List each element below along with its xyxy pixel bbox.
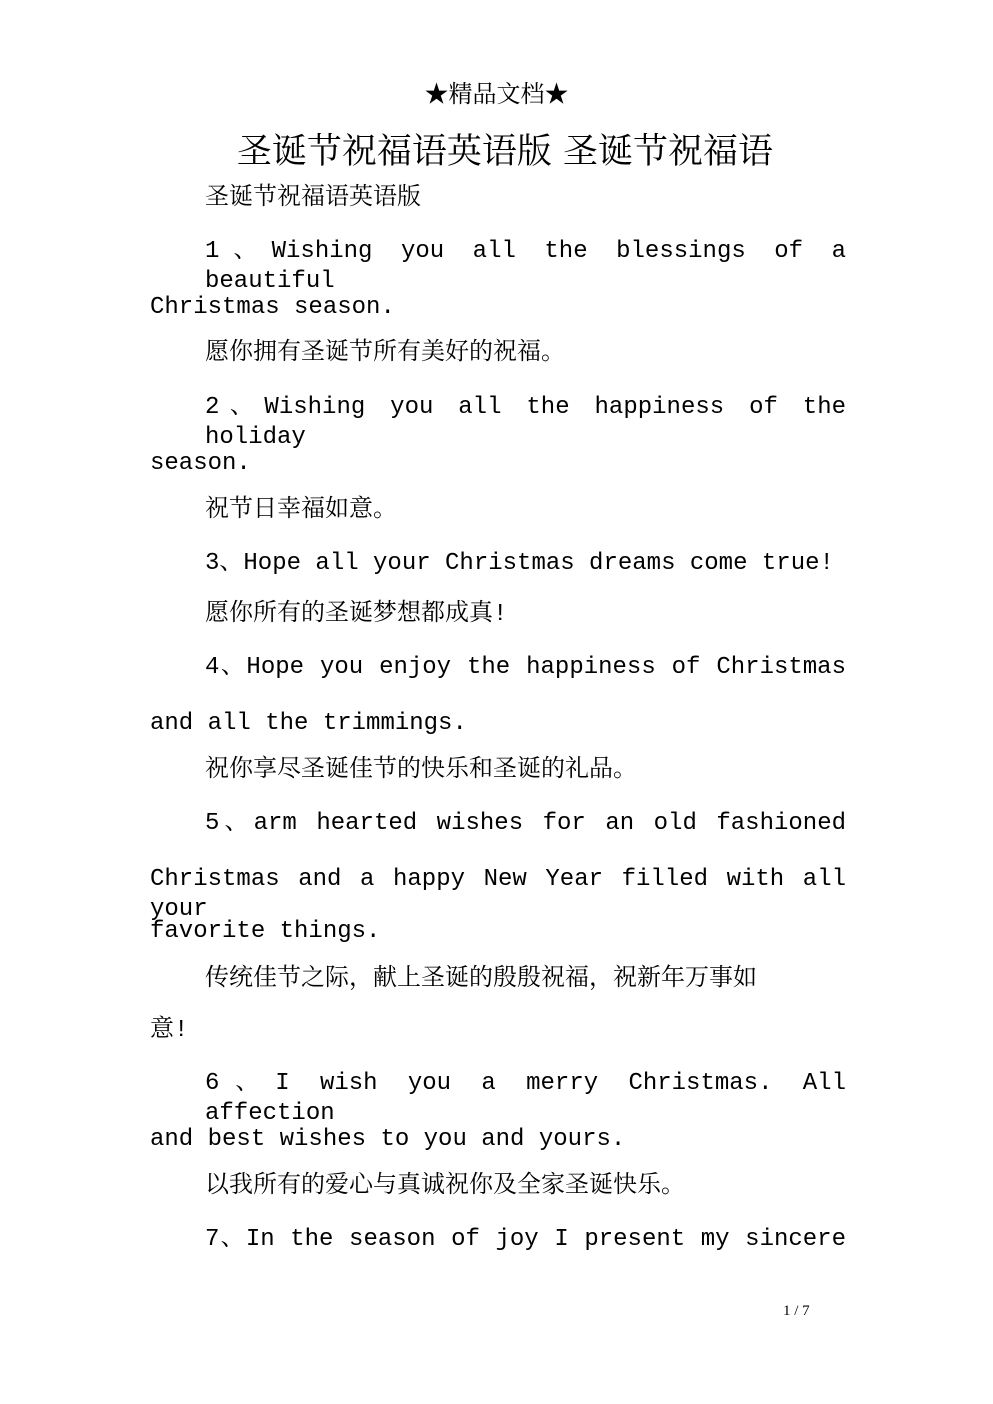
page-number: 1 / 7 [783, 1303, 810, 1319]
text-line: 祝节日幸福如意。 [205, 497, 397, 524]
text-line: 7、In the season of joy I present my sincere [205, 1226, 846, 1253]
text-line: and all the trimmings. [150, 710, 467, 737]
text-line: 4、Hope you enjoy the happiness of Christmas [205, 654, 846, 681]
text-line: 传统佳节之际，献上圣诞的殷殷祝福，祝新年万事如 [205, 966, 757, 993]
document-title: 圣诞节祝福语英语版 圣诞节祝福语 [236, 132, 774, 172]
text-line: 愿你所有的圣诞梦想都成真! [205, 601, 508, 628]
text-line: 1、Wishing you all the blessings of a beautiful [205, 238, 846, 295]
text-line: 意! [150, 1017, 189, 1044]
text-line: Christmas and a happy New Year filled with all your [150, 866, 846, 923]
text-line: 愿你拥有圣诞节所有美好的祝福。 [205, 340, 565, 367]
text-line: Christmas season. [150, 294, 395, 321]
text-line: 2、Wishing you all the happiness of the holiday [205, 394, 846, 451]
text-line: 3、Hope all your Christmas dreams come true! [205, 550, 834, 577]
text-line: 祝你享尽圣诞佳节的快乐和圣诞的礼品。 [205, 757, 637, 784]
subtitle: 圣诞节祝福语英语版 [205, 185, 421, 212]
text-line: and best wishes to you and yours. [150, 1126, 626, 1153]
document-header: ★精品文档★ [424, 80, 569, 108]
text-line: favorite things. [150, 918, 381, 945]
text-line: season. [150, 450, 251, 477]
text-line: 5、arm hearted wishes for an old fashioned [205, 810, 846, 837]
text-line: 6、I wish you a merry Christmas. All affection [205, 1070, 846, 1127]
text-line: 以我所有的爱心与真诚祝你及全家圣诞快乐。 [205, 1173, 685, 1200]
